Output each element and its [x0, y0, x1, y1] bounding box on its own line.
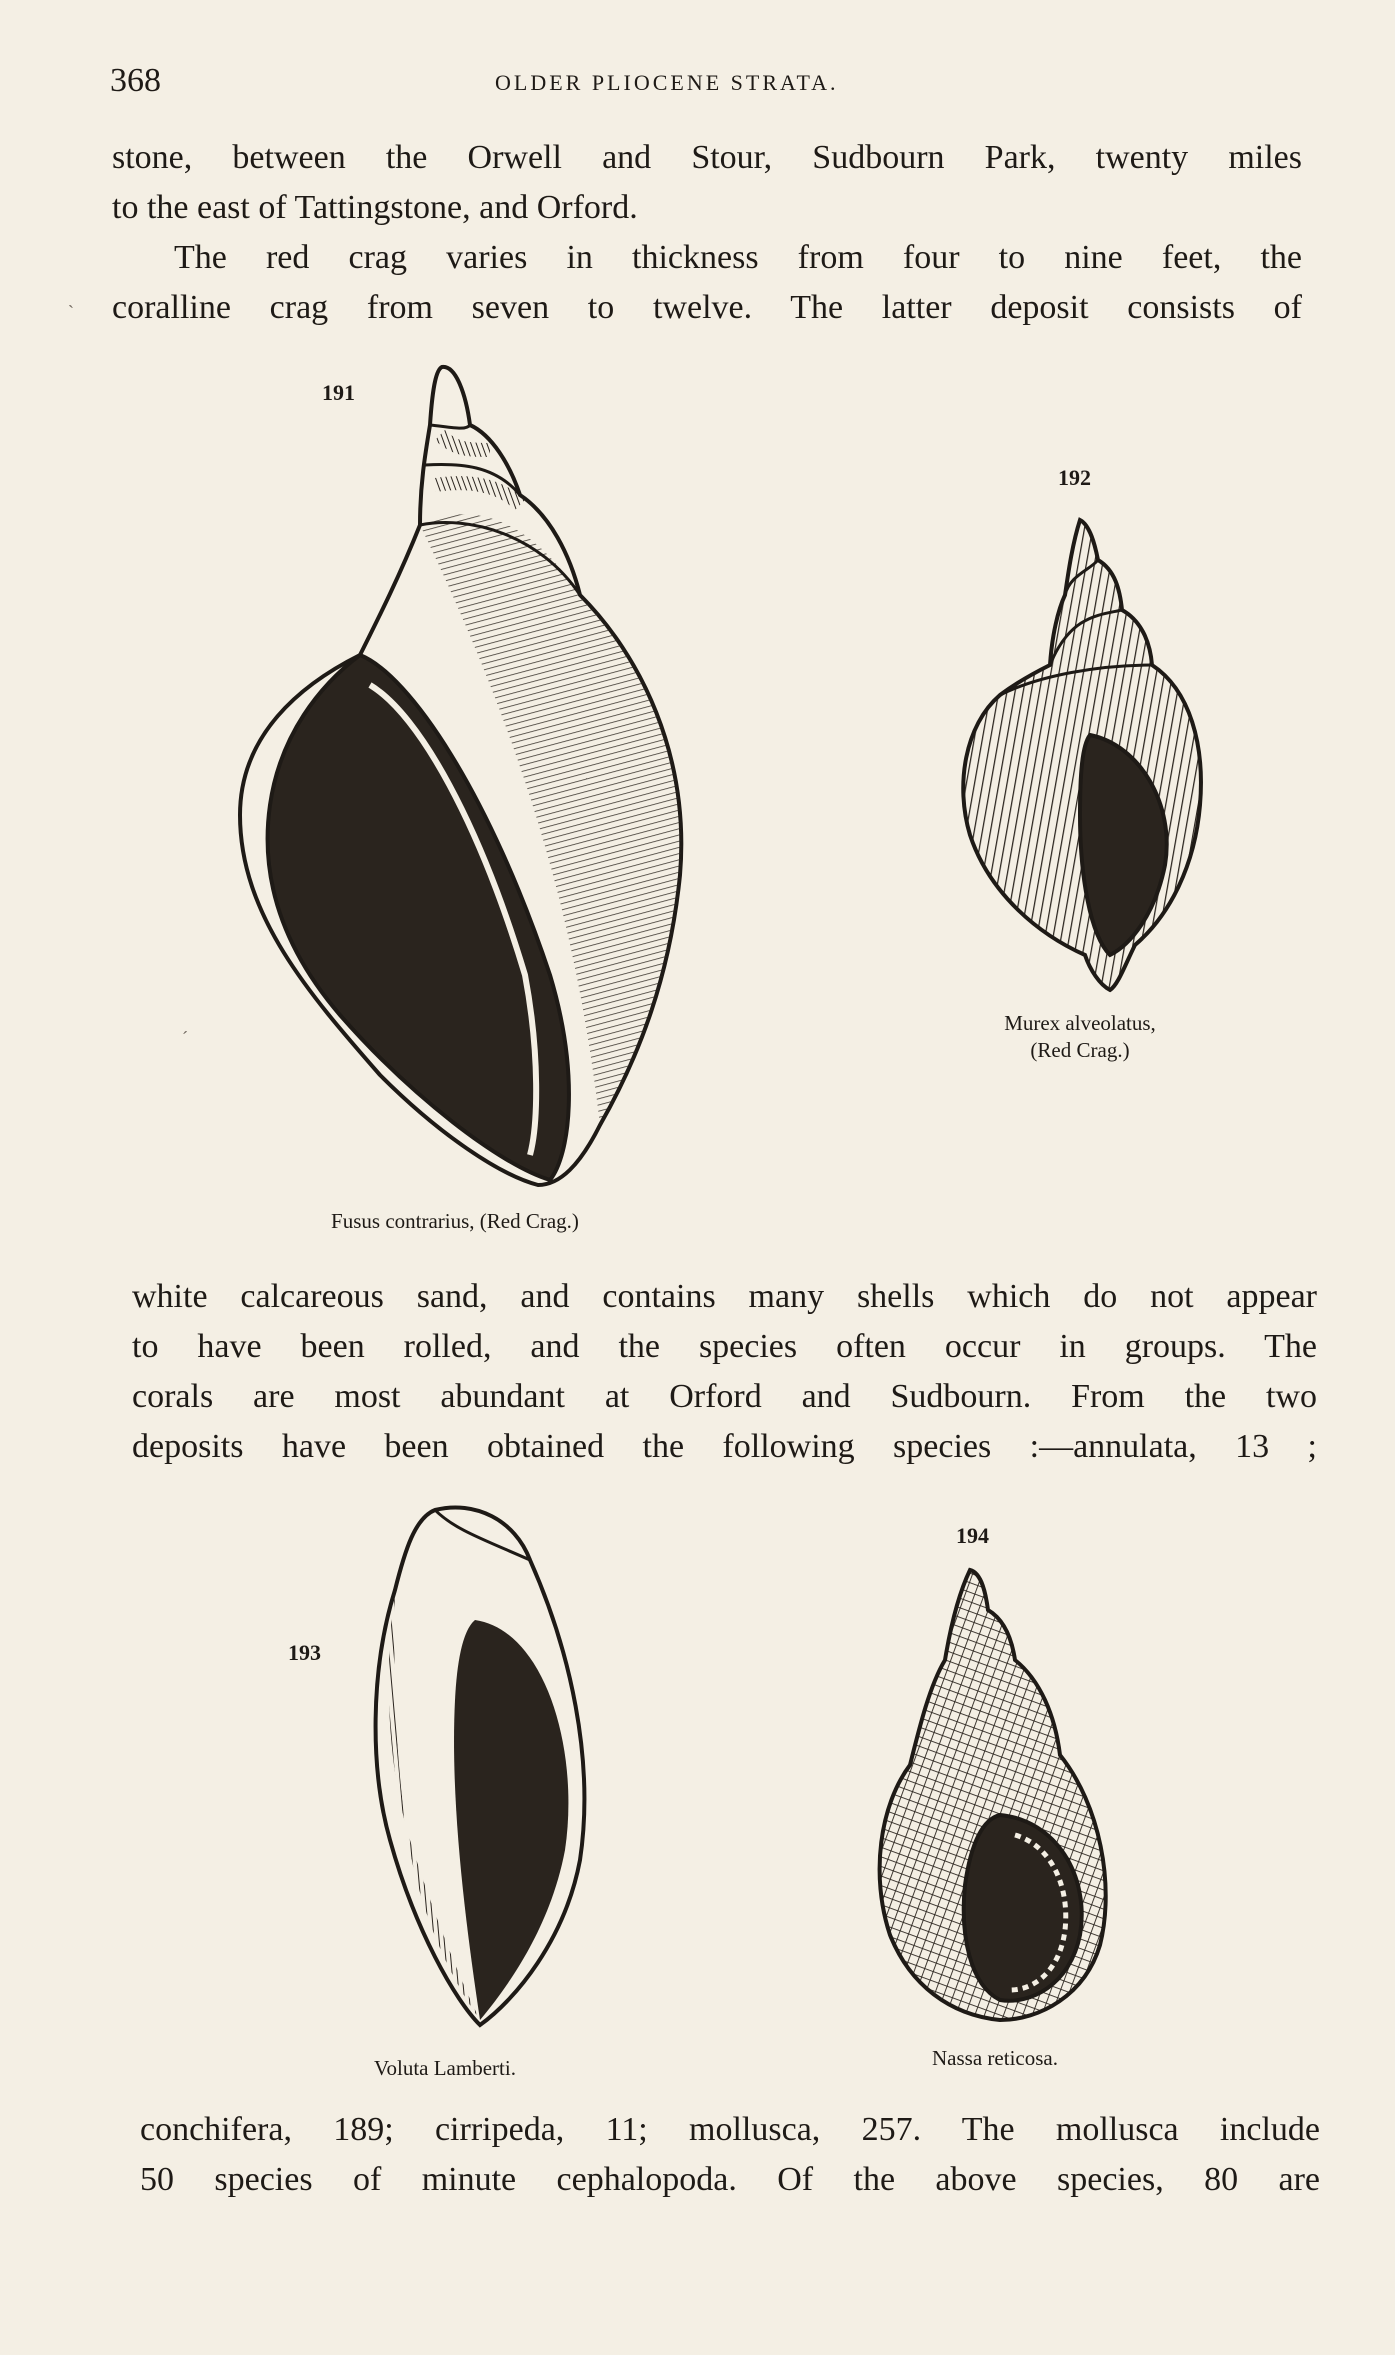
- caption-line: Nassa reticosa.: [932, 2046, 1058, 2070]
- text-line: corals are most abundant at Orford and Sudbourn. From the two: [132, 1378, 1317, 1415]
- figure-number-191: 191: [322, 380, 355, 405]
- text-line: The red crag varies in thickness from four to nine feet, the: [174, 239, 1302, 276]
- caption-line: (Red Crag.): [1030, 1038, 1130, 1062]
- nassa-shell-icon: [870, 1565, 1115, 2025]
- text-line: deposits have been obtained the following species :—annulata, 13 ;: [132, 1428, 1317, 1465]
- figure-caption-191: [250, 1208, 660, 1235]
- paragraph-3: [132, 1272, 1317, 1472]
- figure-caption-194: [880, 2045, 1110, 2072]
- caption-line: Murex alveolatus,: [1004, 1011, 1156, 1035]
- text-line: stone, between the Orwell and Stour, Sudbourn Park, twenty miles: [112, 139, 1302, 176]
- figure-number-192: 192: [1058, 465, 1091, 490]
- paragraph-2: [112, 233, 1302, 333]
- paragraph-4: [140, 2105, 1320, 2205]
- figure-caption-193: [300, 2055, 590, 2082]
- page-number: 368: [110, 62, 161, 99]
- fusus-shell-icon: [220, 355, 700, 1195]
- paragraph-1: [112, 133, 1302, 233]
- text-line: white calcareous sand, and contains many shells which do not appear: [132, 1278, 1317, 1315]
- text-line: 50 species of minute cephalopoda. Of the above species, 80 are: [140, 2161, 1320, 2198]
- text-line: to have been rolled, and the species often occur in groups. The: [132, 1328, 1317, 1365]
- voluta-shell-icon: [355, 1500, 600, 2030]
- figure-number-193: 193: [288, 1640, 321, 1665]
- text-line: to the east of Tattingstone, and Orford.: [112, 189, 638, 226]
- caption-line: Voluta Lamberti.: [374, 2056, 516, 2080]
- page-header: [110, 62, 1310, 102]
- figure-caption-192: [950, 1010, 1210, 1064]
- running-title: OLDER PLIOCENE STRATA.: [495, 70, 839, 95]
- text-line: coralline crag from seven to twelve. The latter deposit consists of: [112, 289, 1302, 326]
- figure-number-194: 194: [956, 1523, 989, 1548]
- caption-line: Fusus contrarius, (Red Crag.): [331, 1209, 579, 1233]
- margin-mark: ˋ: [68, 302, 74, 322]
- margin-mark: ˊ: [182, 1028, 188, 1048]
- text-line: conchifera, 189; cirripeda, 11; mollusca, 257. The mollusca include: [140, 2111, 1320, 2148]
- murex-shell-icon: [940, 515, 1210, 995]
